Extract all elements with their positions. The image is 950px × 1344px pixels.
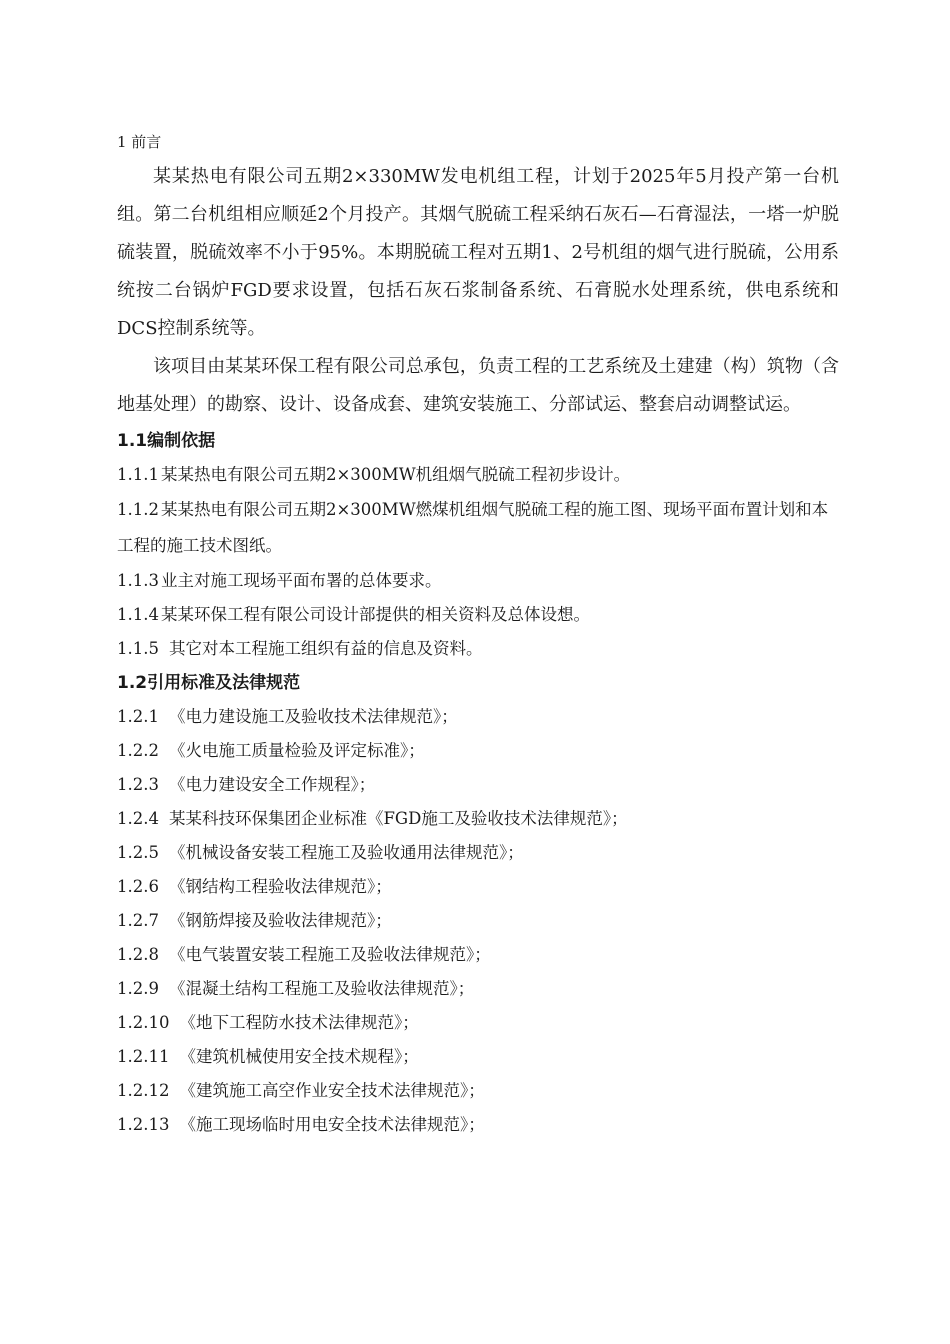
item-number: 1.2.7: [117, 911, 159, 930]
item-number: 1.2.2: [117, 741, 159, 760]
item-number: 1.1.5: [117, 639, 159, 658]
item-text: 《电力建设施工及验收技术法律规范》；: [168, 707, 458, 726]
standard-item-2: [117, 734, 839, 768]
basis-item-2: [117, 492, 839, 564]
item-text: 《施工现场临时用电安全技术法律规范》；: [179, 1115, 485, 1134]
basis-item-5: [117, 632, 839, 666]
intro-paragraph-1: 某某热电有限公司五期2×330MW发电机组工程，计划于2025年5月投产第一台机组。第二台机组相应顺延2个月投产。其烟气脱硫工程采纳石灰石—石膏湿法，一塔一炉脱硫装置，脱硫效率不小于95%。本期脱硫工程对五期1、2号机组的烟气进行脱硫，公用系统按二台锅炉FGD要求设置，包括石灰石浆制备系统、石膏脱水处理系统，供电系统和DCS控制系统等。: [117, 166, 839, 339]
item-number: 1.1.1: [117, 465, 159, 484]
item-number: 1.2.8: [117, 945, 159, 964]
item-text: 《建筑机械使用安全技术规程》；: [179, 1047, 419, 1066]
item-number: 1.2.12: [117, 1081, 170, 1100]
item-text: 某某热电有限公司五期2×300MW机组烟气脱硫工程初步设计。: [160, 465, 631, 484]
item-text: 某某环保工程有限公司设计部提供的相关资料及总体设想。: [160, 605, 590, 624]
item-number: 1.1.3: [117, 571, 159, 590]
standard-item-12: [117, 1074, 839, 1108]
item-text: 《混凝土结构工程施工及验收法律规范》；: [168, 979, 475, 998]
item-number: 1.1.2: [117, 500, 159, 519]
standard-item-3: [117, 768, 839, 802]
standard-item-13: [117, 1108, 839, 1142]
item-text: 《建筑施工高空作业安全技术法律规范》；: [179, 1081, 485, 1100]
item-number: 1.2.13: [117, 1115, 170, 1134]
section-title: 1 前言: [117, 133, 162, 151]
document-page: [117, 126, 839, 1142]
item-text: 《钢结构工程验收法律规范》；: [168, 877, 392, 896]
standard-item-11: [117, 1040, 839, 1074]
standard-item-8: [117, 938, 839, 972]
standard-item-7: [117, 904, 839, 938]
item-number: 1.2.10: [117, 1013, 170, 1032]
standard-item-5: [117, 836, 839, 870]
item-text: 其它对本工程施工组织有益的信息及资料。: [168, 639, 483, 658]
item-number: 1.2.3: [117, 775, 159, 794]
intro-paragraph-2: 该项目由某某环保工程有限公司总承包，负责工程的工艺系统及土建建（构）筑物（含地基处理）的勘察、设计、设备成套、建筑安装施工、分部试运、整套启动调整试运。: [117, 356, 839, 415]
standards-heading: 1.2引用标准及法律规范: [117, 673, 301, 693]
item-number: 1.2.11: [117, 1047, 170, 1066]
item-text: 《电力建设安全工作规程》；: [168, 775, 376, 794]
item-number: 1.2.4: [117, 809, 159, 828]
item-text: 《火电施工质量检验及评定标准》；: [168, 741, 425, 760]
standard-item-6: [117, 870, 839, 904]
item-text: 某某热电有限公司五期2×300MW燃煤机组烟气脱硫工程的施工图、现场平面布置计划和本工程的施工技术图纸。: [117, 500, 829, 555]
standard-item-4: [117, 802, 839, 836]
item-text: 《电气装置安装工程施工及验收法律规范》；: [168, 945, 491, 964]
item-number: 1.1.4: [117, 605, 159, 624]
standard-item-9: [117, 972, 839, 1006]
standard-item-1: [117, 700, 839, 734]
item-text: 《机械设备安装工程施工及验收通用法律规范》；: [168, 843, 524, 862]
basis-item-3: [117, 564, 839, 598]
standard-item-10: [117, 1006, 839, 1040]
basis-item-1: [117, 458, 839, 492]
item-number: 1.2.9: [117, 979, 159, 998]
item-text: 业主对施工现场平面布署的总体要求。: [160, 571, 442, 590]
item-number: 1.2.1: [117, 707, 159, 726]
item-text: 《地下工程防水技术法律规范》；: [179, 1013, 419, 1032]
basis-item-4: [117, 598, 839, 632]
basis-heading: 1.1编制依据: [117, 431, 216, 451]
item-text: 《钢筋焊接及验收法律规范》；: [168, 911, 392, 930]
item-number: 1.2.6: [117, 877, 159, 896]
item-number: 1.2.5: [117, 843, 159, 862]
item-text: 某某科技环保集团企业标准《FGD施工及验收技术法律规范》；: [168, 809, 628, 828]
